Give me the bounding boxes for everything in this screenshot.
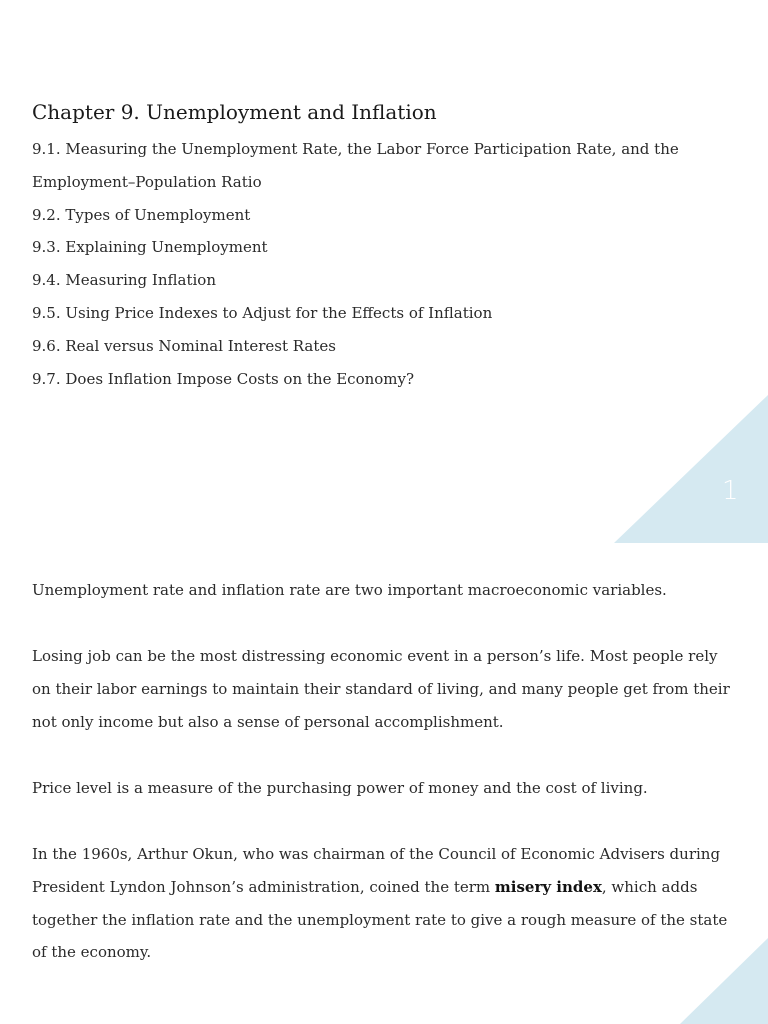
misery-index-term: misery index [494, 877, 602, 896]
chapter-title: Chapter 9. Unemployment and Inflation [32, 100, 437, 124]
toc-item: 9.5. Using Price Indexes to Adjust for the Effects of Inflation [32, 303, 493, 322]
paragraph-losing-job: Losing job can be the most distressing economic event in a person’s life. Most people rely on their labor earnings to maintain their standard of living, and many people get from their not only income but also a sense of personal accomplishment. [32, 647, 730, 731]
table-of-contents [32, 133, 732, 395]
paragraph-misery-index [32, 838, 732, 969]
page-number: 1 [722, 476, 739, 506]
toc-item: 9.4. Measuring Inflation [32, 271, 216, 290]
toc-item: 9.3. Explaining Unemployment [32, 238, 268, 257]
paragraph-text: In the 1960s, Arthur Okun, who was chairman of the Council of Economic Advisers during President Lyndon Johnson’s administration, coined the term [32, 845, 721, 896]
corner-triangle-decoration [614, 395, 768, 543]
paragraph-macro-variables: Unemployment rate and inflation rate are two important macroeconomic variables. [32, 581, 667, 599]
toc-item: 9.7. Does Inflation Impose Costs on the Economy? [32, 369, 415, 388]
toc-item: 9.6. Real versus Nominal Interest Rates [32, 336, 336, 355]
corner-triangle-decoration [680, 938, 768, 1024]
toc-item: 9.2. Types of Unemployment [32, 205, 251, 224]
paragraph-price-level: Price level is a measure of the purchasing power of money and the cost of living. [32, 779, 648, 797]
slide-2 [0, 548, 768, 1024]
paragraph-text: , which adds together the inflation rate and the unemployment rate to give a rough measure of the state of the economy. [32, 877, 728, 962]
toc-item: 9.1. Measuring the Unemployment Rate, the Labor Force Participation Rate, and the Employment–Population Ratio [32, 140, 679, 191]
